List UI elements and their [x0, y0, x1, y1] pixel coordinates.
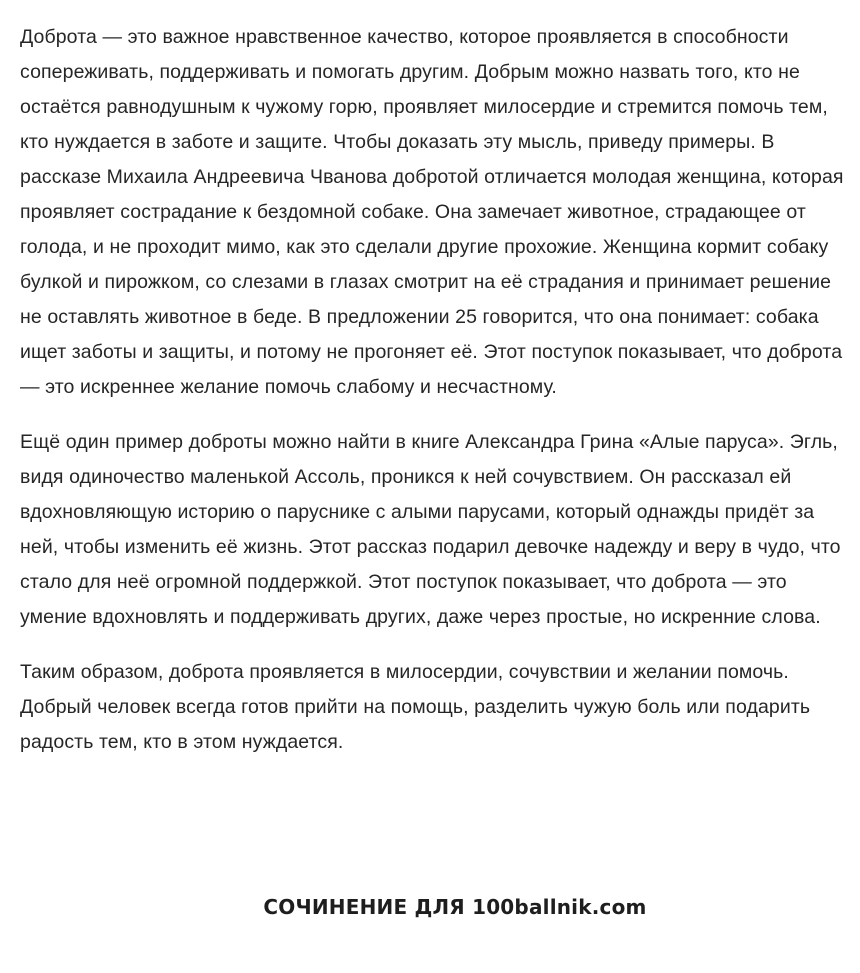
- essay-paragraph-2: Ещё один пример доброты можно найти в книге Александра Грина «Алые паруса». Эгль, видя одиночество маленькой Ассоль, проникся к ней сочувствием. Он рассказал ей вдохновляющую историю о паруснике с алыми парусами, который однажды придёт за ней, чтобы изменить её жизнь. Этот рассказ подарил девочке надежду и веру в чудо, что стало для неё огромной поддержкой. Этот поступок показывает, что доброта — это умение вдохновлять и поддерживать других, даже через простые, но искренние слова.: [20, 431, 841, 628]
- watermark-credit: СОЧИНЕНИЕ ДЛЯ 100ballnik.com: [263, 895, 647, 919]
- essay-text: [20, 20, 850, 780]
- essay-paragraph-1: Доброта — это важное нравственное качество, которое проявляется в способности сопереживать, поддерживать и помогать другим. Добрым можно назвать того, кто не остаётся равнодушным к чужому горю, проявляет милосердие и стремится помочь тем, кто нуждается в заботе и защите. Чтобы доказать эту мысль, приведу примеры. В рассказе Михаила Андреевича Чванова добротой отличается молодая женщина, которая проявляет сострадание к бездомной собаке. Она замечает животное, страдающее от голода, и не проходит мимо, как это сделали другие прохожие. Женщина кормит собаку булкой и пирожком, со слезами в глазах смотрит на её страдания и принимает решение не оставлять животное в беде. В предложении 25 говорится, что она понимает: собака ищет заботы и защиты, и потому не прогоняет её. Этот поступок показывает, что доброта — это искреннее желание помочь слабому и несчастному.: [20, 26, 844, 398]
- essay-paragraph-3: Таким образом, доброта проявляется в милосердии, сочувствии и желании помочь. Добрый человек всегда готов прийти на помощь, разделить чужую боль или подарить радость тем, кто в этом нуждается.: [20, 661, 811, 753]
